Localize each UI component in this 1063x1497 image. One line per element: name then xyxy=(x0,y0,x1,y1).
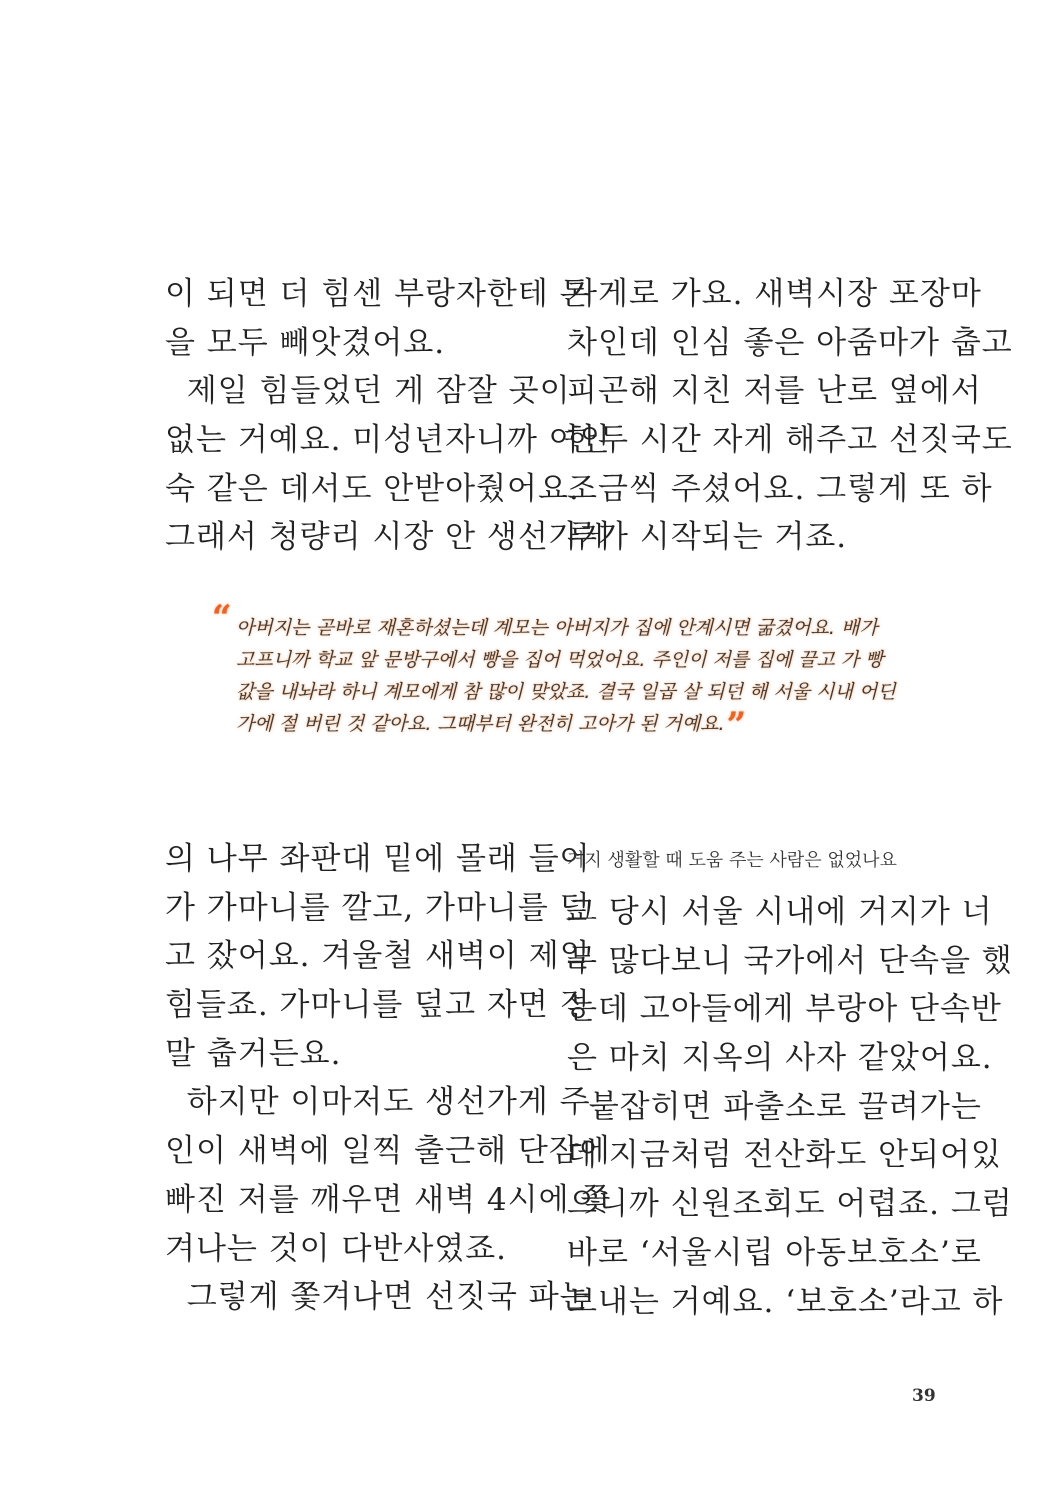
text-line: 무 많다보니 국가에서 단속을 했 xyxy=(567,942,1013,979)
quote-line: 값을 내놔라 하니 계모에게 참 많이 맞았죠. 결국 일곱 살 되던 해 서울 시내 어딘 xyxy=(236,681,896,703)
page-number: 39 xyxy=(912,1386,936,1406)
text-line: 고 잤어요. 겨울철 새벽이 제일 xyxy=(165,938,591,975)
text-line: 힘들죠. 가마니를 덮고 자면 정 xyxy=(165,987,591,1024)
text-line: 한두 시간 자게 해주고 선짓국도 xyxy=(567,422,1013,459)
pull-quote: “ 아버지는 곧바로 재혼하셨는데 계모는 아버지가 집에 안계시면 굶겼어요. 배가 고프니까 학교 앞 문방구에서 빵을 집어 먹었어요. 주인이 저를 집에 끌고 가 빵 값을 내놔라 하니 계모에게 참 많이 맞았죠. 결국 일곱 살 되던 해 서울 시내 어딘 가에 절 버린 것 같아요. 그때부터 완전히 고아가 된 거예요.” xyxy=(212,598,896,745)
quote-line-last xyxy=(212,705,892,745)
text-line: 은 마치 지옥의 사자 같았어요. xyxy=(567,1040,993,1077)
text-line: 의 나무 좌판대 밑에 몰래 들어 xyxy=(165,841,591,877)
body-column-bottom-left xyxy=(165,835,612,1322)
text-line: 차인데 인심 좋은 아줌마가 춥고 xyxy=(567,324,1013,361)
text-line: 인이 새벽에 일찍 출근해 단잠에 xyxy=(165,1133,611,1170)
text-line: 으니까 신원조회도 어렵죠. 그럼 xyxy=(567,1186,1013,1223)
interview-question: 거지 생활할 때 도움 주는 사람은 없었나요 xyxy=(567,850,897,871)
text-line: 그래서 청량리 시장 안 생선가게 xyxy=(165,519,611,556)
text-line: 바로 ‘서울시립 아동보호소’로 xyxy=(567,1234,982,1271)
text-line: 그 당시 서울 시내에 거지가 너 xyxy=(567,894,993,930)
quote-line: 고프니까 학교 앞 문방구에서 빵을 집어 먹었어요. 주인이 저를 집에 끌고 가 빵 xyxy=(236,649,884,671)
text-line: 가게로 가요. 새벽시장 포장마 xyxy=(567,276,982,312)
text-line: 제일 힘들었던 게 잠잘 곳이 xyxy=(165,373,571,410)
quote-line-text: 가에 절 버린 것 같아요. 그때부터 완전히 고아가 된 거예요. xyxy=(236,713,725,735)
text-line: 데 지금처럼 전산화도 안되어있 xyxy=(567,1137,1002,1174)
text-line: 보내는 거예요. ‘보호소’라고 하 xyxy=(567,1283,1004,1320)
text-line: 붙잡히면 파출소로 끌려가는 xyxy=(567,1088,982,1125)
text-line: 피곤해 지친 저를 난로 옆에서 xyxy=(567,373,982,410)
body-column-top-right xyxy=(567,270,1013,562)
text-line: 빠진 저를 깨우면 새벽 4시에 쫓 xyxy=(165,1181,612,1218)
text-line: 겨나는 것이 다반사였죠. xyxy=(165,1230,508,1267)
close-quote-icon: ” xyxy=(726,705,747,745)
text-line: 하지만 이마저도 생선가게 주 xyxy=(165,1084,591,1121)
text-line: 는데 고아들에게 부랑아 단속반 xyxy=(567,991,1002,1028)
text-line: 조금씩 주셨어요. 그렇게 또 하 xyxy=(567,470,993,507)
text-line: 을 모두 빼앗겼어요. xyxy=(165,324,446,361)
text-line: 숙 같은 데서도 안받아줬어요. xyxy=(165,470,580,507)
quote-line: 아버지는 곧바로 재혼하셨는데 계모는 아버지가 집에 안계시면 굶겼어요. 배가 xyxy=(236,617,878,639)
body-column-bottom-right xyxy=(567,888,1013,1326)
body-column-top-left xyxy=(165,270,611,562)
text-line: 이 되면 더 힘센 부랑자한테 돈 xyxy=(165,276,591,312)
text-line: 말 춥거든요. xyxy=(165,1035,342,1072)
text-line: 없는 거예요. 미성년자니까 여인 xyxy=(165,422,611,459)
text-line: 가 가마니를 깔고, 가마니를 덮 xyxy=(165,889,591,926)
text-line: 루가 시작되는 거죠. xyxy=(567,519,848,556)
text-line: 그렇게 쫓겨나면 선짓국 파는 xyxy=(165,1279,591,1316)
